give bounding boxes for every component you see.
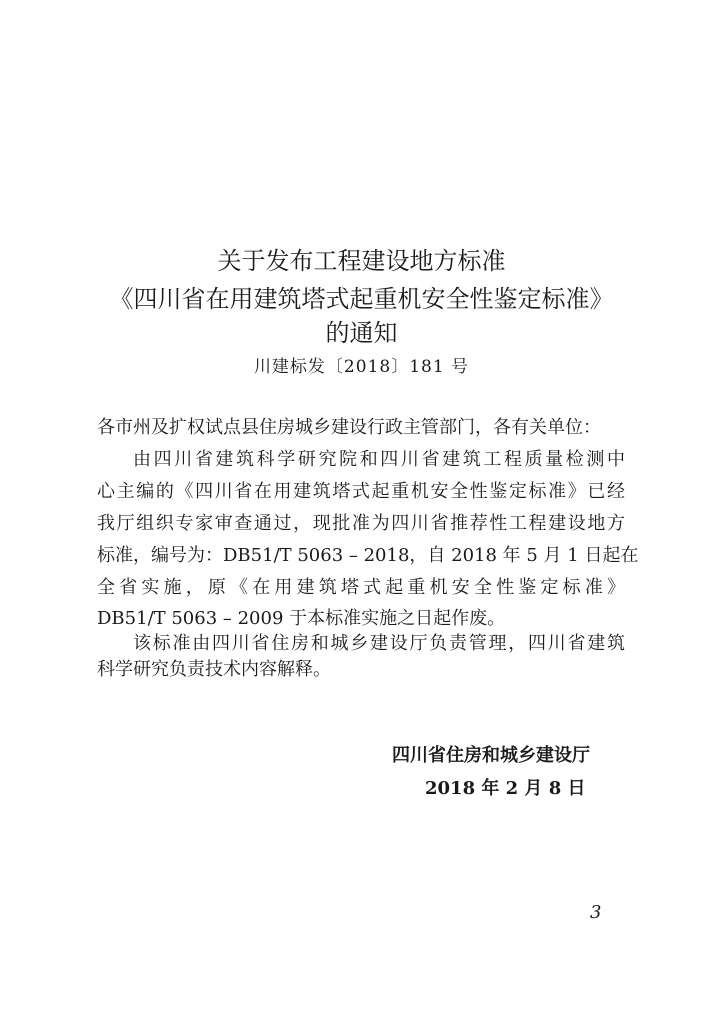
- signature-organization: 四川省住房和城乡建设厅: [392, 745, 590, 766]
- paragraph-1-line: 标准，编号为：DB51/T 5063 – 2018，自 2018 年 5 月 1 日起在: [97, 545, 639, 566]
- title-line-3: 的通知: [325, 319, 398, 347]
- paragraph-1-line: 心主编的《四川省在用建筑塔式起重机安全性鉴定标准》已经: [97, 481, 625, 502]
- signature-date: 2018 年 2 月 8 日: [425, 778, 586, 799]
- paragraph-1-line: 全省实施，原《在用建筑塔式起重机安全性鉴定标准》: [97, 577, 625, 598]
- paragraph-2-line: 科学研究负责技术内容解释。: [97, 659, 331, 680]
- paragraph-1-line: DB51/T 5063 – 2009 于本标准实施之日起作废。: [97, 608, 506, 629]
- paragraph-2-line: 该标准由四川省住房和城乡建设厅负责管理，四川省建筑: [133, 633, 625, 654]
- paragraph-1-line: 我厅组织专家审查通过，现批准为四川省推荐性工程建设地方: [97, 513, 625, 534]
- salutation: 各市州及扩权试点县住房城乡建设行政主管部门，各有关单位：: [97, 417, 601, 438]
- title-line-1: 关于发布工程建设地方标准: [217, 247, 506, 275]
- page-number: 3: [590, 902, 602, 923]
- paragraph-1-line: 由四川省建筑科学研究院和四川省建筑工程质量检测中: [133, 449, 625, 470]
- document-number: 川建标发〔2018〕181 号: [253, 357, 470, 377]
- title-line-2: 《四川省在用建筑塔式起重机安全性鉴定标准》: [109, 285, 614, 313]
